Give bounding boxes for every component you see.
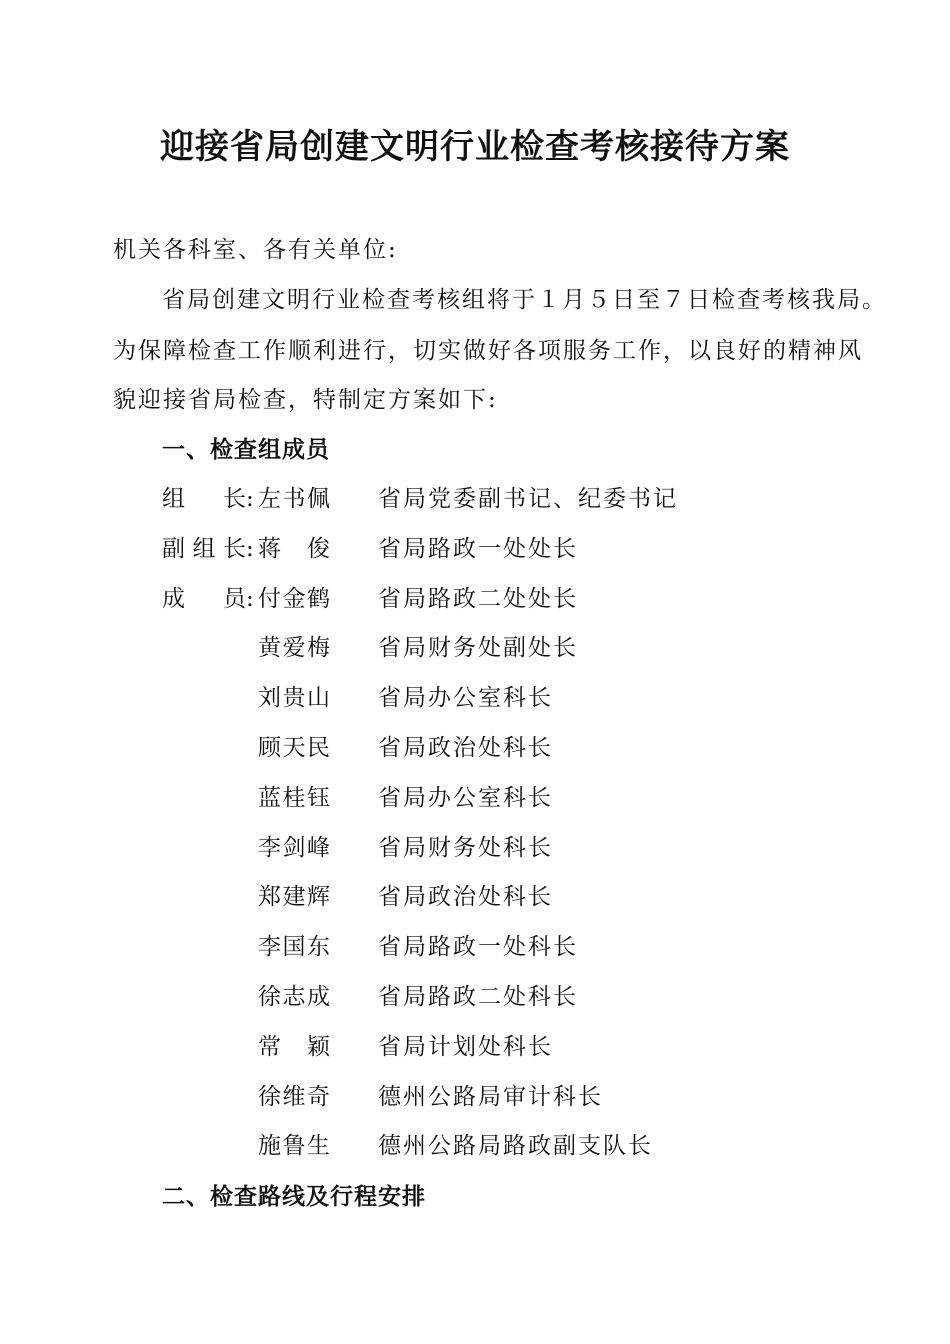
paragraph-line-1: 省局创建文明行业检查考核组将于１月５日至７日检查考核我局。 [162,287,887,313]
member-position: 省局办公室科长 [378,685,553,712]
member-row [0,981,950,1031]
member-position: 省局政治处科长 [378,884,553,911]
member-name: 蓝桂钰 [258,784,330,811]
member-role [162,533,258,565]
document-title: 迎接省局创建文明行业检查考核接待方案 [160,127,790,167]
member-position: 德州公路局审计科长 [378,1083,603,1110]
member-row [0,832,950,882]
member-position: 省局财务处副处长 [378,635,578,662]
member-row [0,931,950,981]
member-row [0,732,950,782]
member-position: 省局财务处科长 [378,834,553,861]
member-role [162,583,258,615]
member-name: 常颖 [258,1033,330,1060]
member-name: 左书佩 [258,486,330,512]
section-heading-members: 一、检查组成员 [162,436,330,463]
member-list [0,483,950,1180]
member-role [162,483,258,515]
member-name: 徐志成 [258,983,330,1010]
member-row [0,782,950,832]
member-role-label: 副组长 [162,535,246,562]
member-name: 李剑峰 [258,834,330,861]
member-name: 顾天民 [258,734,330,761]
member-row [0,682,950,732]
paragraph-line-2: 为保障检查工作顺利进行，切实做好各项服务工作，以良好的精神风 [113,338,863,364]
member-position: 省局路政二处科长 [378,983,578,1010]
member-position: 省局办公室科长 [378,784,553,811]
member-name: 徐维奇 [258,1083,330,1110]
member-row [0,1081,950,1131]
member-position: 省局党委副书记、纪委书记 [378,486,678,512]
member-role-label: 组长 [162,486,246,512]
member-name: 郑建辉 [258,884,330,911]
paragraph-line-3: 貌迎接省局检查，特制定方案如下: [113,387,498,413]
member-role-colon: : [246,535,254,562]
section-heading-route: 二、检查路线及行程安排 [162,1183,426,1210]
member-name: 刘贵山 [258,685,330,712]
member-row [0,632,950,682]
salutation: 机关各科室、各有关单位: [113,237,398,263]
member-role-label: 成员 [162,585,246,612]
member-name: 蒋俊 [258,535,330,562]
member-row [0,483,950,533]
member-name: 李国东 [258,934,330,961]
member-position: 省局计划处科长 [378,1033,553,1060]
member-row [0,1130,950,1180]
member-position: 德州公路局路政副支队长 [378,1133,653,1160]
member-position: 省局路政一处科长 [378,934,578,961]
member-row [0,881,950,931]
member-role-colon: : [246,486,254,512]
member-name: 施鲁生 [258,1133,330,1160]
member-position: 省局路政二处处长 [378,585,578,612]
member-name: 黄爱梅 [258,635,330,662]
member-name: 付金鹤 [258,585,330,612]
member-role-colon: : [246,585,254,612]
member-position: 省局路政一处处长 [378,535,578,562]
member-row [0,533,950,583]
member-row [0,1031,950,1081]
member-row [0,583,950,633]
member-position: 省局政治处科长 [378,734,553,761]
